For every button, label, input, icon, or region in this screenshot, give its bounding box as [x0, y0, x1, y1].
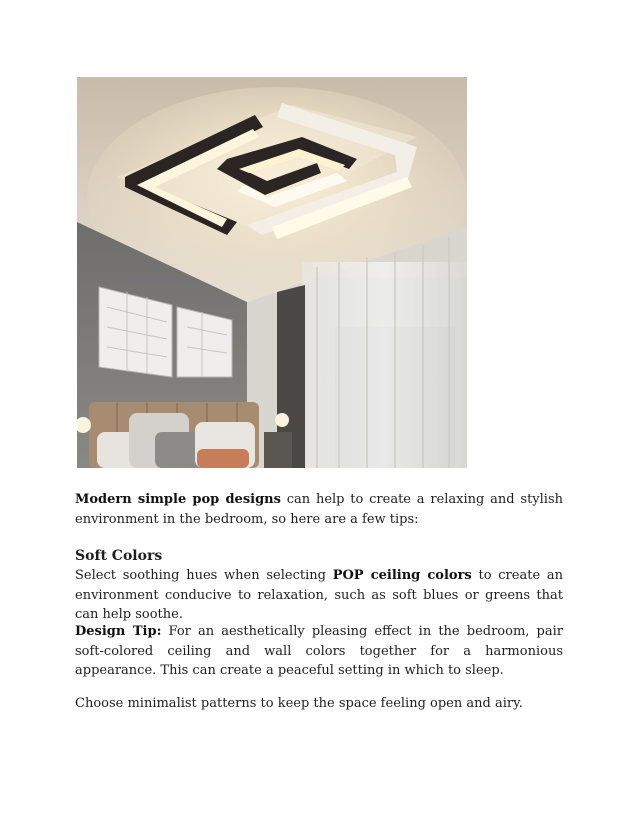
soft-colors-text-before: Select soothing hues when selecting	[75, 568, 333, 583]
pop-ceiling-colors-bold: POP ceiling colors	[332, 568, 472, 583]
intro-rest-text: can help to create a relaxing and stylish environment in the bedroom, so here are a few tips:	[75, 492, 563, 527]
bedroom-ceiling-photo	[77, 77, 467, 468]
intro-paragraph	[75, 490, 563, 529]
soft-colors-text-after: to create an environment conducive to relaxation, such as soft blues or greens that can help soothe.	[75, 568, 564, 622]
design-tip-text: For an aesthetically pleasing effect in the bedroom, pair soft-colored ceiling and wall colors together for a harmonious appearance. This can create a peaceful setting in which to sleep.	[75, 624, 563, 678]
section-heading: Soft Colors	[75, 548, 163, 564]
design-tip-paragraph	[75, 622, 563, 681]
design-tip-label: Design Tip:	[75, 624, 162, 639]
soft-colors-paragraph	[75, 566, 563, 625]
intro-bold-phrase: Modern simple pop designs	[75, 492, 281, 507]
ceiling-light-illustration	[77, 77, 467, 468]
closing-paragraph: Choose minimalist patterns to keep the space feeling open and airy.	[75, 696, 523, 711]
